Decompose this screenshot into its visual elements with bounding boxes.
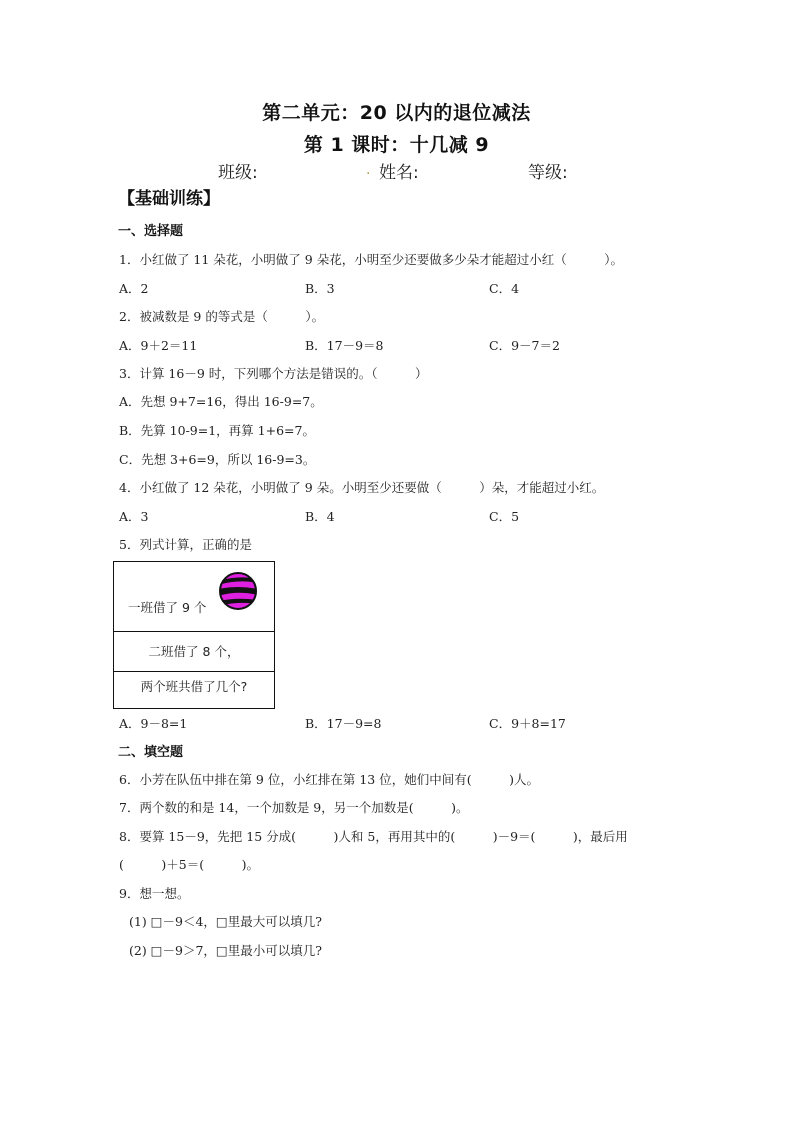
q1-option-a: A．2	[119, 281, 149, 296]
q1-option-c: C．4	[489, 281, 520, 296]
q5-option-b: B．17－9=8	[305, 716, 382, 731]
question-2: 2．被减数是 9 的等式是（ ）。	[119, 309, 325, 324]
q4-option-a: A．3	[119, 509, 149, 524]
q5-row-3: 两个班共借了几个?	[140, 679, 248, 694]
part2-title: 二、填空题	[118, 745, 184, 760]
q3-option-c: C．先想 3+6=9，所以 16-9=3。	[119, 452, 316, 467]
q5-row-1-text: 一班借了 9 个	[128, 600, 207, 615]
q1-option-b: B．3	[305, 281, 335, 296]
question-4: 4．小红做了 12 朵花，小明做了 9 朵。小明至少还要做（ ）朵，才能超过小红。	[119, 480, 605, 495]
q2-option-b: B．17－9＝8	[305, 338, 384, 353]
q2-option-c: C．9－7＝2	[489, 338, 560, 353]
striped-ball-icon	[218, 571, 258, 611]
class-label: 班级:	[218, 163, 258, 183]
q4-option-c: C．5	[489, 509, 520, 524]
section-title: 【基础训练】	[118, 189, 220, 209]
q5-row-1	[114, 562, 274, 632]
q4-option-b: B．4	[305, 509, 335, 524]
grade-label: 等级:	[528, 163, 568, 183]
q2-option-a: A．9＋2＝11	[119, 338, 198, 353]
question-8-continued: ( )＋5＝( )。	[119, 857, 259, 872]
question-6: 6．小芳在队伍中排在第 9 位，小红排在第 13 位，她们中间有( )人。	[119, 772, 539, 787]
q5-problem-box	[113, 561, 275, 709]
question-3: 3．计算 16－9 时，下列哪个方法是错误的。（ ）	[119, 366, 428, 381]
q5-option-a: A．9－8=1	[119, 716, 188, 731]
dot-mark: .	[366, 162, 371, 178]
name-label: 姓名:	[379, 163, 419, 183]
question-7: 7．两个数的和是 14，一个加数是 9，另一个加数是( )。	[119, 800, 469, 815]
question-9: 9．想一想。	[119, 886, 190, 901]
q3-option-a: A．先想 9+7=16，得出 16-9=7。	[119, 394, 323, 409]
page-subtitle: 第 1 课时：十几减 9	[303, 134, 490, 156]
question-1: 1．小红做了 11 朵花，小明做了 9 朵花，小明至少还要做多少朵才能超过小红（ ）。	[119, 252, 623, 267]
question-8: 8．要算 15－9，先把 15 分成( )人和 5，再用其中的( )－9＝( )，最后用	[119, 829, 628, 844]
question-5: 5．列式计算，正确的是	[119, 537, 252, 552]
page-title: 第二单元：20 以内的退位减法	[262, 102, 531, 124]
part1-title: 一、选择题	[118, 224, 184, 239]
question-9-sub-2: (2) □－9＞7，□里最小可以填几?	[129, 943, 322, 958]
q5-option-c: C．9＋8=17	[489, 716, 566, 731]
q5-row-2: 二班借了 8 个，	[114, 632, 274, 672]
q3-option-b: B．先算 10-9=1，再算 1+6=7。	[119, 423, 315, 438]
question-9-sub-1: (1) □－9＜4，□里最大可以填几?	[129, 914, 322, 929]
